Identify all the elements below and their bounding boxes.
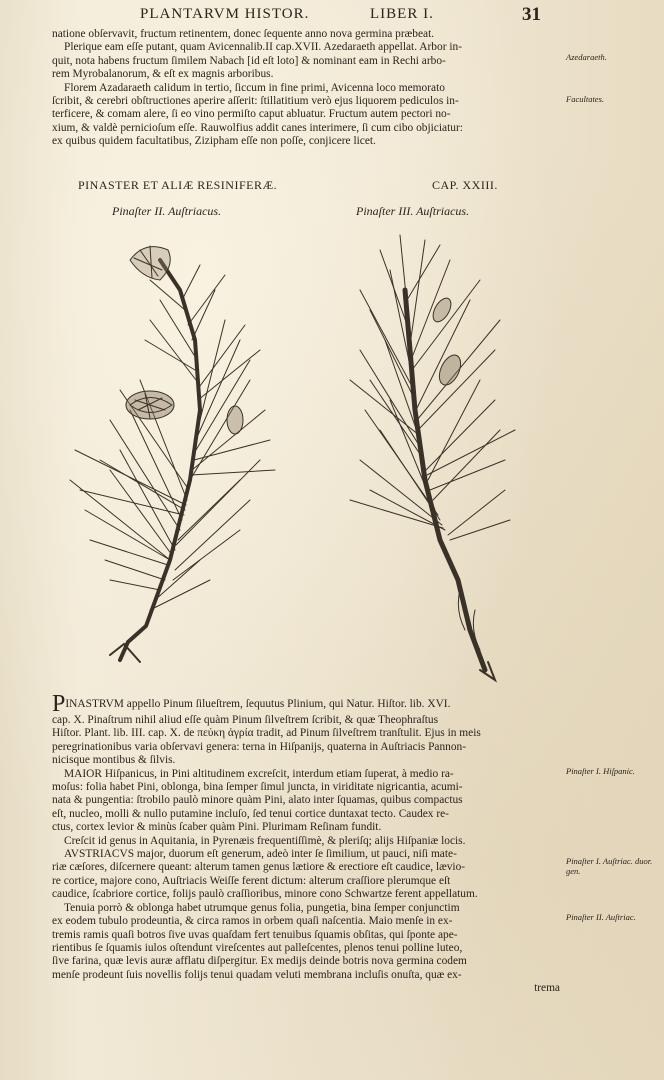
- text-line: ctus, cortex levior & minùs ſcaber quàm Pini. Plurimam Reſinam fundit.: [52, 821, 382, 834]
- text-line: peregrinationibus varia obſervavi genera: terna in Hiſpanijs, quaterna in Auſtriacis Pannon-: [52, 740, 467, 753]
- text-line: cap. X. Pinaſtrum nihil aliud eſſe quàm Pinum ſilveſtrem ſcribit, & quæ Theophraſtus: [52, 714, 439, 726]
- text-line: AVSTRIACVS major, duorum eſt generum, adeò inter ſe ſimilium, ut pauci, niſi mate-: [64, 848, 457, 861]
- text-line: caudice, ſcabriore cortice, folijs paulò craſſioribus, minore cono Schwartze ferent appellatum.: [52, 888, 478, 901]
- text-line: moſus: folia habet Pini, oblonga, bina ſemper ſimul juncta, in viriditate nigricantia, acumi-: [52, 781, 463, 794]
- text-line: eſt, nucleo, molli & nullo putamine incluſo, ſed tenui cortice duntaxat tecto. Caudex re-: [52, 807, 449, 820]
- text-line: menſe prodeunt ſuis novellis folijs tenui quadam veluti membrana incluſis onuſta, quæ ex-: [52, 968, 462, 981]
- text-line: natione obſervavit, fructum retinentem, donec ſequente anno nova germina præbeat.: [52, 28, 435, 40]
- text-line: rientibus ſe ſquamis iulos oſtendunt vireſcentes aut palleſcentes, plenos tenui polline luteo,: [52, 941, 463, 954]
- margin-note-pinaster-ii: Pinaſter I. Auſtriac. duor. gen.: [566, 856, 653, 876]
- text-line: Tenuia porrò & oblonga habet utrumque genus folia, pungetia, bina ſemper conjunctim: [64, 901, 460, 914]
- text-line: Florem Azadaraeth calidum in tertio, ſiccum in fine primi, Avicenna loco memorato: [64, 81, 445, 94]
- margin-note-facultates: Facultates.: [566, 94, 605, 104]
- text-line: Creſcit id genus in Aquitania, in Pyrenæis frequentiſſimè, & pleriſq; alijs Hiſpaniæ locis.: [64, 834, 466, 847]
- text-line: MAIOR Hiſpanicus, in Pini altitudinem excreſcit, interdum etiam ſuperat, à medio ra-: [64, 767, 454, 780]
- text-line: riæ cæſores, diſcernere queant: alterum tamen genus lætiore & erectiore eſt caudice, lævio-: [52, 861, 466, 874]
- text-line: ex eodem tubulo prodeuntia, & circa ramos in orbem quaſi naſcentia. Maio menſe in ex-: [52, 915, 453, 928]
- body-text-block: [52, 691, 560, 996]
- text-line: ſcribit, & cerebri obſtructiones aperire aſſerit: ſtillatitium verò ejus liquorem pediculos in-: [52, 95, 459, 108]
- text-line: Hiſtor. Plant. lib. III. cap. X. de πεύκη ἀγρία tradit, ad Pinum ſilveſtrem tranſtulit. Ejus in meis: [52, 727, 481, 740]
- pinaster-ii-illustration: [50, 230, 290, 670]
- plate-caption-left: Pinaſter II. Auſtriacus.: [112, 204, 222, 218]
- running-head-book: LIBER I.: [370, 6, 434, 22]
- margin-note-azedaraeth: Azedaraeth.: [566, 52, 607, 62]
- text-line: xium, & valdè pernicioſum eſſe. Rauwolfius addit canes interimere, ſi cum cibo objiciatur:: [52, 121, 463, 134]
- running-head-title: PLANTARVM HISTOR.: [140, 6, 310, 22]
- page-number: 31: [522, 4, 541, 25]
- catchword: trema: [534, 982, 560, 995]
- text-line: ſive farina, quæ levis auræ afflatu diſpergitur. Ex medijs deinde botris nova germina codem: [52, 955, 467, 968]
- text-line: PINASTRVM appello Pinum ſilueſtrem, ſequutus Plinium, qui Natur. Hiſtor. lib. XVI.: [52, 691, 451, 717]
- top-text-block: [52, 28, 560, 149]
- pinaster-iii-illustration: [330, 230, 530, 690]
- chapter-number: CAP. XXIII.: [432, 178, 498, 192]
- drop-cap: P: [52, 691, 66, 717]
- text-line: nicisque montibus & ſilvis.: [52, 754, 176, 767]
- text-line: re cortice, majore cono, Auſtriacis Weiſſe ferent dictum: alterum craſſiore plerumque eſt: [52, 874, 451, 887]
- text-line: ex quibus quidem facultatibus, Zizipham eſſe non poſſe, conjicere licet.: [52, 135, 376, 148]
- text-line: tremis ramis quaſi botros ſive uvas quaſdam fert tenuibus ſquamis obſitas, qui ſponte ape-: [52, 928, 458, 941]
- margin-note-pinaster-iii: Pinaſter II. Auſtriac.: [566, 912, 636, 922]
- text-line: terficere, & comam alere, ſi eo vino permiſto caput abluatur. Fructum autem pectori no-: [52, 108, 451, 121]
- plate-caption-right: Pinaſter III. Auſtriacus.: [356, 204, 470, 218]
- text-line: nata & pungentia: ſtrobilo paulò minore quàm Pini, alato inter ſquamas, quibus compactus: [52, 794, 463, 807]
- text-line: rem Myrobalanorum, & eſt ex magnis arboribus.: [52, 68, 274, 81]
- running-head: [140, 6, 570, 28]
- text-line: Plerique eam eſſe putant, quam Avicennalib.II cap.XVII. Azedaraeth appellat. Arbor in-: [64, 41, 462, 54]
- chapter-title: PINASTER ET ALIÆ RESINIFERÆ.: [78, 178, 278, 192]
- text-line: quit, nota habens fructum ſimilem Nabach [id eſt loto] & nominant eam in Rechi arbo-: [52, 54, 446, 67]
- margin-note-pinaster-i: Pinaſter I. Hiſpanic.: [566, 766, 635, 776]
